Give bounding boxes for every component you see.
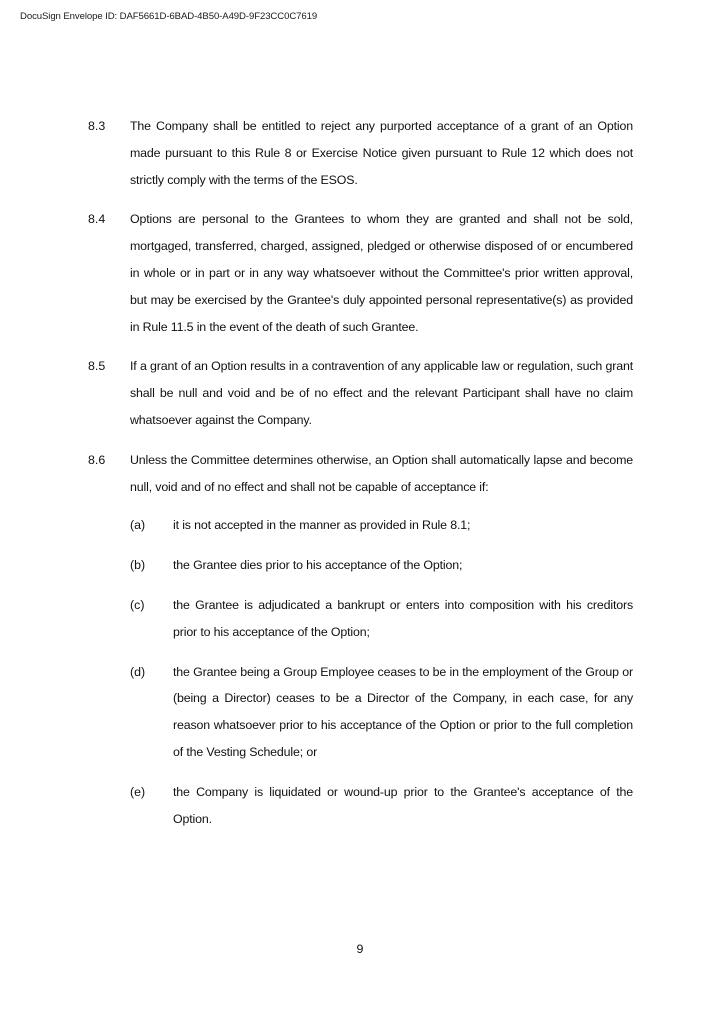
envelope-id: DocuSign Envelope ID: DAF5661D-6BAD-4B50-A49D-9F23CC0C7619 — [20, 11, 318, 22]
clause-list — [88, 113, 633, 845]
sub-item-label: (a) — [130, 518, 146, 533]
clause-text: If a grant of an Option results in a contravention of any applicable law or regulation, such grant shall be null and void and be of no effect and the relevant Participant shall have no claim whatsoever against the Company. — [130, 359, 633, 427]
page-number: 9 — [356, 942, 364, 956]
sub-item-b — [130, 552, 633, 579]
clause-number: 8.6 — [88, 452, 106, 467]
clause-8-6-sub-list — [130, 512, 633, 832]
sub-item-c — [130, 592, 633, 646]
clause-number: 8.5 — [88, 359, 106, 374]
sub-item-text: it is not accepted in the manner as provided in Rule 8.1; — [173, 518, 471, 533]
clause-text: Options are personal to the Grantees to whom they are granted and shall not be sold, mortgaged, transferred, charged, assigned, pledged or otherwise disposed of or encumbered in whole or in part or in any way whatsoever without the Committee's prior written approval, but may be exercised by the Grantee's duly appointed personal representative(s) as provided in Rule 11.5 in the event of the death of such Grantee. — [130, 212, 633, 334]
sub-item-a — [130, 512, 633, 539]
sub-item-d — [130, 659, 633, 766]
clause-8-6 — [88, 447, 633, 501]
sub-item-text: the Grantee is adjudicated a bankrupt or enters into composition with his creditors prior to his acceptance of the Option; — [173, 597, 633, 639]
clause-number: 8.4 — [88, 212, 106, 227]
sub-item-label: (b) — [130, 558, 146, 573]
sub-item-e — [130, 779, 633, 833]
clause-text: Unless the Committee determines otherwise, an Option shall automatically lapse and become null, void and of no effect and shall not be capable of acceptance if: — [130, 452, 633, 494]
sub-item-text: the Company is liquidated or wound-up prior to the Grantee's acceptance of the Option. — [173, 784, 633, 826]
sub-item-text: the Grantee dies prior to his acceptance of the Option; — [173, 558, 463, 573]
sub-item-label: (e) — [130, 784, 146, 799]
sub-item-label: (c) — [130, 597, 145, 612]
sub-item-label: (d) — [130, 664, 146, 679]
clause-text: The Company shall be entitled to reject any purported acceptance of a grant of an Option made pursuant to this Rule 8 or Exercise Notice given pursuant to Rule 12 which does not strictly comply with the terms of the ESOS. — [130, 119, 633, 187]
clause-8-5 — [88, 353, 633, 433]
clause-8-4 — [88, 206, 633, 340]
clause-number: 8.3 — [88, 119, 106, 133]
sub-item-text: the Grantee being a Group Employee ceases to be in the employment of the Group or (being a Director) ceases to be a Director of the Company, in each case, for any reason whatsoever prior to his acceptance of the Option or prior to the full completion of the Vesting Schedule; or — [173, 664, 633, 759]
clause-8-3 — [88, 113, 633, 193]
